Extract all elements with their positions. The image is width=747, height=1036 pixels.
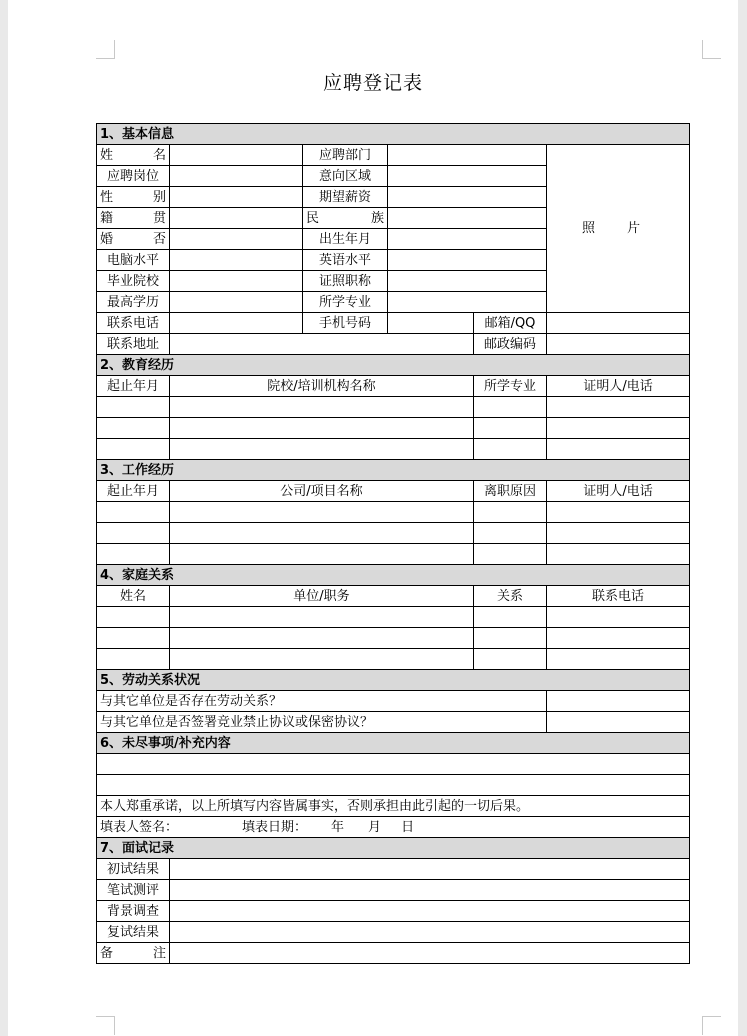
label-phone: 联系电话 (97, 313, 170, 334)
family-header-name: 姓名 (97, 586, 170, 607)
edu-cell[interactable] (547, 397, 690, 418)
field-phone[interactable] (170, 313, 303, 334)
work-cell[interactable] (474, 502, 547, 523)
work-row (97, 544, 690, 565)
label-degree: 最高学历 (97, 292, 170, 313)
label-second-interview: 复试结果 (97, 922, 170, 943)
application-form-table (96, 123, 690, 964)
family-cell[interactable] (170, 607, 474, 628)
labor-question-2: 与其它单位是否签署竞业禁止协议或保密协议？ (97, 712, 547, 733)
label-name: 姓 名 (97, 145, 170, 166)
section-header-other: 6、未尽事项/补充内容 (97, 733, 690, 754)
field-birth[interactable] (388, 229, 547, 250)
document-title: 应聘登记表 (322, 72, 423, 94)
field-background-check[interactable] (170, 901, 690, 922)
section-header-labor: 5、劳动关系状况 (97, 670, 690, 691)
work-cell[interactable] (547, 544, 690, 565)
work-cell[interactable] (170, 523, 474, 544)
work-cell[interactable] (97, 544, 170, 565)
signer-label: 填表人签名： (100, 819, 179, 835)
label-written-test: 笔试测评 (97, 880, 170, 901)
label-region: 意向区域 (303, 166, 388, 187)
crop-mark-top-left (96, 40, 115, 59)
edu-row (97, 439, 690, 460)
label-position: 应聘岗位 (97, 166, 170, 187)
labor-answer-1[interactable] (547, 691, 690, 712)
label-dept: 应聘部门 (303, 145, 388, 166)
label-salary: 期望薪资 (303, 187, 388, 208)
edu-cell[interactable] (97, 418, 170, 439)
family-header-unit: 单位/职务 (170, 586, 474, 607)
label-certificate: 证照职称 (303, 271, 388, 292)
work-cell[interactable] (547, 502, 690, 523)
label-birth: 出生年月 (303, 229, 388, 250)
field-gender[interactable] (170, 187, 303, 208)
edu-row (97, 397, 690, 418)
family-cell[interactable] (97, 649, 170, 670)
work-cell[interactable] (170, 544, 474, 565)
photo-box[interactable]: 照 片 (547, 145, 690, 313)
field-address[interactable] (170, 334, 474, 355)
edu-cell[interactable] (474, 418, 547, 439)
field-ethnicity[interactable] (388, 208, 547, 229)
edu-cell[interactable] (170, 439, 474, 460)
field-first-interview[interactable] (170, 859, 690, 880)
label-remark: 备 注 (97, 943, 170, 964)
label-postcode: 邮政编码 (474, 334, 547, 355)
edu-cell[interactable] (547, 418, 690, 439)
family-cell[interactable] (547, 649, 690, 670)
field-second-interview[interactable] (170, 922, 690, 943)
edu-header-witness: 证明人/电话 (547, 376, 690, 397)
field-major[interactable] (388, 292, 547, 313)
family-cell[interactable] (170, 628, 474, 649)
family-row (97, 649, 690, 670)
field-region[interactable] (388, 166, 547, 187)
family-cell[interactable] (547, 607, 690, 628)
family-cell[interactable] (547, 628, 690, 649)
edu-header-major: 所学专业 (474, 376, 547, 397)
work-cell[interactable] (547, 523, 690, 544)
work-header-period: 起止年月 (97, 481, 170, 502)
family-header-phone: 联系电话 (547, 586, 690, 607)
other-line[interactable] (97, 754, 690, 775)
work-header-reason: 离职原因 (474, 481, 547, 502)
label-background-check: 背景调查 (97, 901, 170, 922)
label-email: 邮箱/QQ (474, 313, 547, 334)
family-cell[interactable] (97, 628, 170, 649)
label-marriage: 婚 否 (97, 229, 170, 250)
document-page (8, 0, 738, 1036)
label-english: 英语水平 (303, 250, 388, 271)
family-header-relation: 关系 (474, 586, 547, 607)
field-computer[interactable] (170, 250, 303, 271)
field-name[interactable] (170, 145, 303, 166)
field-written-test[interactable] (170, 880, 690, 901)
work-row (97, 502, 690, 523)
date-year: 年 (331, 819, 345, 835)
work-cell[interactable] (97, 502, 170, 523)
edu-cell[interactable] (474, 397, 547, 418)
label-ethnicity: 民 族 (303, 208, 388, 229)
other-line[interactable] (97, 775, 690, 796)
field-certificate[interactable] (388, 271, 547, 292)
pledge-text: 本人郑重承诺，以上所填写内容皆属事实，否则承担由此引起的一切后果。 (97, 796, 690, 817)
section-header-work: 3、工作经历 (97, 460, 690, 481)
labor-question-1: 与其它单位是否存在劳动关系？ (97, 691, 547, 712)
label-school: 毕业院校 (97, 271, 170, 292)
date-label: 填表日期： (242, 819, 308, 835)
label-computer: 电脑水平 (97, 250, 170, 271)
field-email[interactable] (547, 313, 690, 334)
work-cell[interactable] (170, 502, 474, 523)
field-position[interactable] (170, 166, 303, 187)
crop-mark-bottom-left (96, 1016, 115, 1035)
field-postcode[interactable] (547, 334, 690, 355)
edu-cell[interactable] (170, 397, 474, 418)
family-cell[interactable] (97, 607, 170, 628)
field-degree[interactable] (170, 292, 303, 313)
work-header-witness: 证明人/电话 (547, 481, 690, 502)
field-origin[interactable] (170, 208, 303, 229)
work-cell[interactable] (97, 523, 170, 544)
work-cell[interactable] (474, 523, 547, 544)
work-cell[interactable] (474, 544, 547, 565)
family-cell[interactable] (474, 628, 547, 649)
label-first-interview: 初试结果 (97, 859, 170, 880)
date-day: 日 (401, 819, 415, 835)
edu-row (97, 418, 690, 439)
family-cell[interactable] (474, 649, 547, 670)
label-gender: 性 别 (97, 187, 170, 208)
date-month: 月 (368, 819, 382, 835)
family-row (97, 607, 690, 628)
label-major: 所学专业 (303, 292, 388, 313)
edu-cell[interactable] (170, 418, 474, 439)
labor-answer-2[interactable] (547, 712, 690, 733)
edu-cell[interactable] (97, 439, 170, 460)
section-header-interview: 7、面试记录 (97, 838, 690, 859)
signature-line (97, 817, 690, 838)
field-marriage[interactable] (170, 229, 303, 250)
family-row (97, 628, 690, 649)
field-salary[interactable] (388, 187, 547, 208)
work-row (97, 523, 690, 544)
work-header-company: 公司/项目名称 (170, 481, 474, 502)
crop-mark-top-right (702, 40, 721, 59)
label-address: 联系地址 (97, 334, 170, 355)
section-header-basic: 1、基本信息 (97, 124, 690, 145)
section-header-family: 4、家庭关系 (97, 565, 690, 586)
edu-cell[interactable] (547, 439, 690, 460)
field-school[interactable] (170, 271, 303, 292)
family-cell[interactable] (170, 649, 474, 670)
section-header-education: 2、教育经历 (97, 355, 690, 376)
field-remark[interactable] (170, 943, 690, 964)
field-mobile[interactable] (388, 313, 474, 334)
field-dept[interactable] (388, 145, 547, 166)
label-origin: 籍 贯 (97, 208, 170, 229)
edu-header-period: 起止年月 (97, 376, 170, 397)
field-english[interactable] (388, 250, 547, 271)
edu-cell[interactable] (474, 439, 547, 460)
edu-cell[interactable] (97, 397, 170, 418)
edu-header-school: 院校/培训机构名称 (170, 376, 474, 397)
family-cell[interactable] (474, 607, 547, 628)
label-mobile: 手机号码 (303, 313, 388, 334)
crop-mark-bottom-right (702, 1016, 721, 1035)
